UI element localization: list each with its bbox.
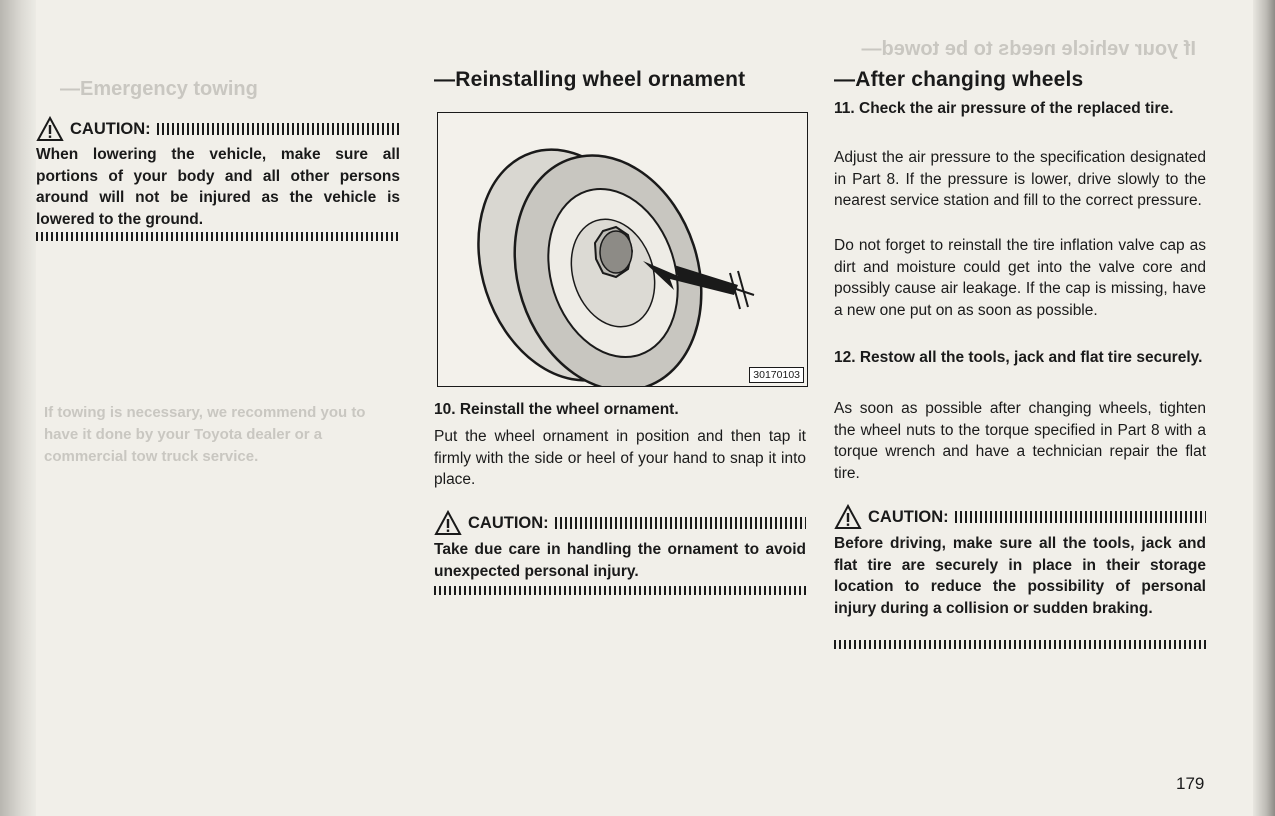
step12-text: As soon as possible after changing wheels, tighten the wheel nuts to the torque specified in Part 8 with a torque wrench and have a technician repair the flat tire. bbox=[834, 400, 1206, 482]
step11-paragraph-1: Adjust the air pressure to the specification designated in Part 8. If the pressure is lower, drive slowly to the nearest service station and fill to the correct pressure. bbox=[834, 149, 1206, 209]
page-number: 179 bbox=[1176, 774, 1205, 793]
heading-reinstalling-ornament: —Reinstalling wheel ornament bbox=[434, 68, 746, 91]
caution-text-3: Before driving, make sure all the tools, jack and flat tire are securely in place in their storage location to reduce the possibility of personal injury during a collision or sudden braking. bbox=[834, 535, 1206, 617]
step10-title: 10. Reinstall the wheel ornament. bbox=[434, 401, 679, 418]
step11-title: 11. Check the air pressure of the replaced tire. bbox=[834, 100, 1174, 117]
bleed-text-left: If towing is necessary, we recommend you to have it done by your Toyota dealer or a commercial tow truck service. bbox=[44, 404, 366, 465]
wheel-ornament-illustration bbox=[437, 112, 808, 387]
caution-text-1: When lowering the vehicle, make sure all portions of your body and all other persons around will not be injured as the vehicle is lowered to the ground. bbox=[36, 146, 400, 228]
bleed-heading-right: If your vehicle needs to be towed— bbox=[861, 38, 1196, 60]
caution-rule-3 bbox=[834, 640, 1206, 649]
warning-triangle-icon bbox=[36, 116, 64, 142]
caution-label: CAUTION: bbox=[70, 119, 151, 138]
caution-hatch bbox=[955, 511, 1206, 523]
caution-header-1 bbox=[36, 116, 402, 142]
book-spine bbox=[0, 0, 36, 816]
warning-triangle-icon bbox=[434, 510, 462, 536]
figure-code: 30170103 bbox=[749, 367, 804, 383]
warning-triangle-icon bbox=[834, 504, 862, 530]
caution-label: CAUTION: bbox=[468, 513, 549, 532]
caution-header-3 bbox=[834, 504, 1206, 530]
heading-after-changing-wheels: —After changing wheels bbox=[834, 68, 1084, 91]
wheel-drawing bbox=[438, 113, 807, 386]
step12-title: 12. Restow all the tools, jack and flat tire securely. bbox=[834, 349, 1203, 366]
caution-rule-2 bbox=[434, 586, 806, 595]
page-edge bbox=[1253, 0, 1275, 816]
caution-header-2 bbox=[434, 510, 806, 536]
caution-text-2: Take due care in handling the ornament to avoid unexpected personal injury. bbox=[434, 541, 806, 580]
caution-label: CAUTION: bbox=[868, 507, 949, 526]
step11-paragraph-2: Do not forget to reinstall the tire inflation valve cap as dirt and moisture could get into the valve core and possibly cause air leakage. If the cap is missing, have a new one put on as soon as possible. bbox=[834, 237, 1206, 319]
ornament-cap bbox=[595, 227, 632, 277]
caution-rule-1 bbox=[36, 232, 400, 241]
step10-text: Put the wheel ornament in position and then tap it firmly with the side or heel of your hand to snap it into place. bbox=[434, 428, 806, 488]
caution-hatch bbox=[157, 123, 402, 135]
caution-hatch bbox=[555, 517, 806, 529]
bleed-heading-left: —Emergency towing bbox=[60, 78, 258, 100]
